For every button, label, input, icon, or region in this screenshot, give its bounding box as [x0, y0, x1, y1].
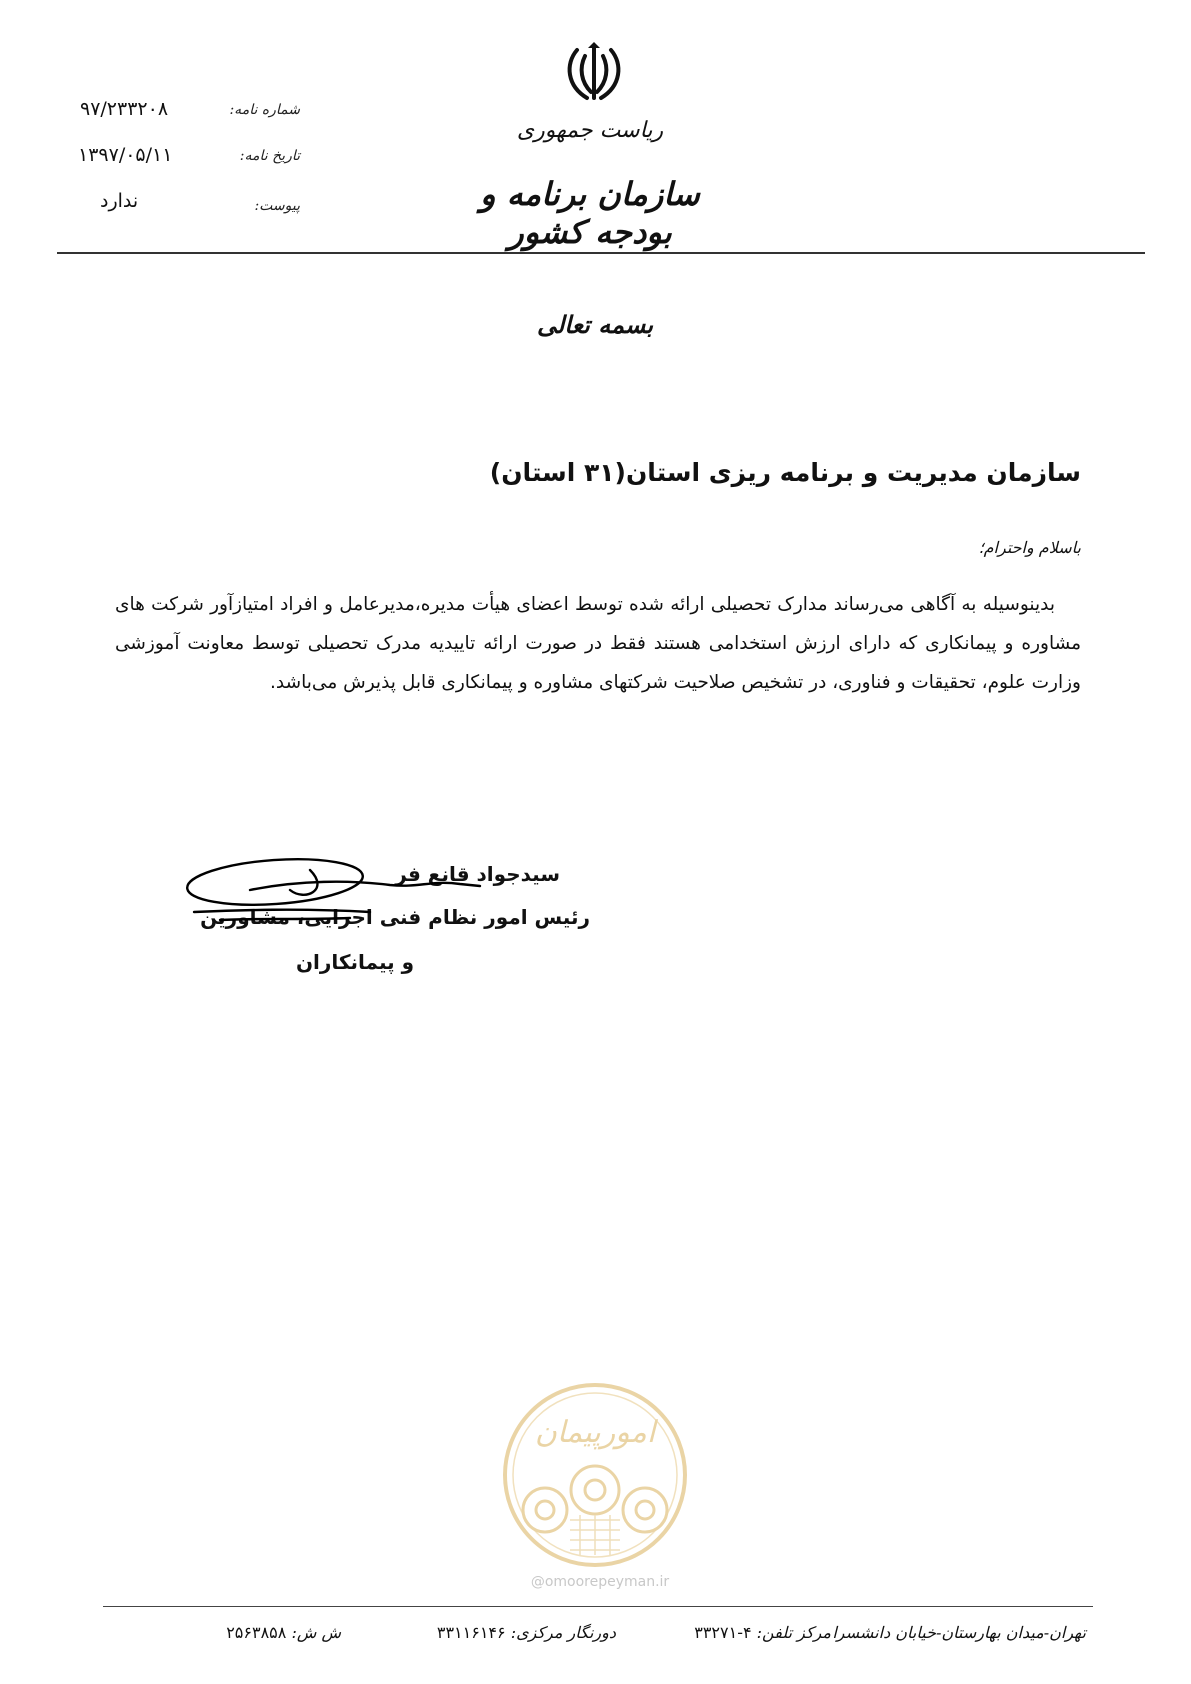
- footer-fax-label: دورنگار مرکزی:: [510, 1623, 616, 1642]
- signatory-name: سیدجواد قانع فر: [395, 862, 560, 886]
- footer-id-value: ۲۵۶۳۸۵۸: [226, 1623, 287, 1642]
- letter-date-label: تاریخ نامه:: [239, 148, 300, 164]
- footer-divider: [103, 1606, 1093, 1607]
- letter-number-value: ۹۷/۲۳۳۲۰۸: [80, 98, 169, 120]
- footer-address: تهران-میدان بهارستان-خیابان دانشسرا: [832, 1623, 1086, 1642]
- footer-fax-value: ۳۳۱۱۶۱۴۶: [436, 1623, 506, 1642]
- footer-fax: [437, 1623, 616, 1642]
- footer-id: [226, 1623, 341, 1642]
- signatory-title-line2: و پیمانکاران: [295, 950, 415, 974]
- presidency-title: ریاست جمهوری: [516, 118, 664, 143]
- organization-name: سازمان برنامه و بودجه کشور: [480, 175, 700, 251]
- footer-id-label: ش ش:: [291, 1623, 341, 1642]
- greeting: باسلام واحترام؛: [978, 538, 1081, 557]
- watermark-text: امورپیمان: [534, 1415, 656, 1450]
- letter-body: بدینوسیله به آگاهی می‌رساند مدارک تحصیلی ارائه شده توسط اعضای هیأت مدیره،مدیرعامل و افراد امتیازآور شرکت های مشاوره و پیمانکاری که دارای ارزش استخدامی هستند فقط در صورت ارائه تاییدیه مدرک تحصیلی توسط معاونت آموزشی وزارت علوم، تحقیقات و فناوری، در تشخیص صلاحیت شرکتهای مشاوره و پیمانکاری قابل پذیرش می‌باشد.: [115, 594, 1081, 693]
- handwritten-signature: [180, 850, 540, 940]
- footer-phone-label: مرکز تلفن:: [756, 1623, 831, 1642]
- signatory-title-line1: رئیس امور نظام فنی اجرایی، مشاورین: [200, 905, 590, 929]
- letter-number-label: شماره نامه:: [229, 102, 300, 118]
- watermark-url: @omoorepeyman.ir: [530, 1574, 670, 1590]
- header-divider: [57, 252, 1145, 254]
- letter-date-value: ۱۳۹۷/۰۵/۱۱: [78, 144, 173, 166]
- watermark-logo: [500, 1380, 690, 1570]
- footer-phone-value: ۴-۳۳۲۷۱: [694, 1623, 752, 1642]
- recipient: سازمان مدیریت و برنامه ریزی استان(۳۱ استان): [489, 458, 1081, 487]
- letter-meta: [70, 98, 300, 228]
- basmala: بسمه تعالی: [536, 310, 654, 339]
- attachment-value: ندارد: [100, 190, 139, 212]
- attachment-label: پیوست:: [254, 198, 300, 214]
- footer-phone: [694, 1623, 831, 1642]
- iran-emblem-icon: [561, 40, 627, 106]
